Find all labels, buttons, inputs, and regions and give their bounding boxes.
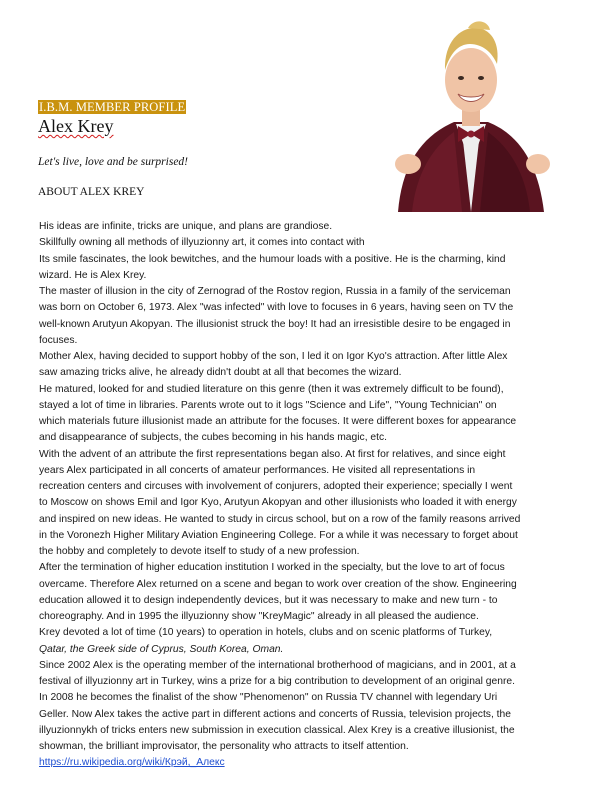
text-line: overcame. Therefore Alex returned on a scene and began to work over creation of the show. Engineering <box>39 578 517 590</box>
text-line: Qatar, the Greek side of Cyprus, South Korea, Oman. <box>39 643 284 655</box>
portrait-photo <box>392 14 550 212</box>
text-line: which materials future illusionist made an attribute for the focuses. It were different boxes for appearance <box>39 416 517 427</box>
text-line: Mother Alex, having decided to support hobby of the son, I led it on Igor Kyo's attraction. After little Alex <box>39 351 508 362</box>
text-line: well-known Arutyun Akopyan. The illusionist struck the boy! It had an irresistible desire to be engaged in <box>39 318 511 330</box>
about-heading: ABOUT ALEX KREY <box>38 186 145 198</box>
text-line: stayed a lot of time in libraries. Parents wrote out to it logs "Science and Life", "Young Technician" on <box>39 399 497 411</box>
text-line: With the advent of an attribute the first representations began also. At first for relatives, and since eight <box>39 448 506 460</box>
text-line: showman, the brilliant improvisator, the personality who attracts to itself attention. <box>39 741 409 752</box>
profile-label: I.B.M. MEMBER PROFILE <box>39 100 186 114</box>
text-line: in the Voronezh Higher Military Aviation Engineering College. For a while it was necessary to forget about <box>39 529 518 541</box>
biography-text <box>39 219 549 772</box>
portrait-photo-icon <box>392 14 550 212</box>
text-line: The master of illusion in the city of Zernograd of the Rostov region, Russia in a family of the serviceman <box>39 286 511 297</box>
text-line: His ideas are infinite, tricks are unique, and plans are grandiose. <box>39 221 333 232</box>
wikipedia-link-line <box>39 755 549 771</box>
text-line: Krey devoted a lot of time (10 years) to operation in hotels, clubs and on scenic platforms of Turkey, <box>39 627 493 639</box>
wikipedia-link[interactable]: https://ru.wikipedia.org/wiki/Крэй,_Алекс <box>39 757 225 769</box>
text-line: After the termination of higher education institution I worked in the specialty, but the love to art of focus <box>39 562 505 574</box>
text-line: and inspired on new ideas. He wanted to study in circus school, but on a row of the family reasons arrived <box>39 513 521 525</box>
text-line: choreography. And in 1995 the illyuzionny show "KreyMagic" already in all pleased the audience. <box>39 611 479 622</box>
text-line: wizard. He is Alex Krey. <box>39 269 147 281</box>
text-line: was born on October 6, 1973. Alex "was infected" with love to focuses in 6 years, having seen on TV the <box>39 302 514 314</box>
text-line: illyuzionnykh of tricks enters new submission in execution classical. Alex Krey is a creative illusionist, the <box>39 724 515 736</box>
text-line: the hobby and completely to devote itself to study of a new profession. <box>39 546 360 557</box>
text-line: and disappearance of subjects, the cubes becoming in his hands magic, etc. <box>39 432 388 444</box>
text-line: years Alex participated in all concerts of amateur performances. He visited all representations in <box>39 464 476 476</box>
text-line: Since 2002 Alex is the operating member of the international brotherhood of magicians, and in 2001, at a <box>39 659 516 671</box>
member-name-text: Alex Krey <box>38 116 114 136</box>
text-line: focuses. <box>39 334 78 346</box>
member-name <box>38 116 113 136</box>
text-line: Skillfully owning all methods of illyuzionny art, it comes into contact with <box>39 237 365 249</box>
text-line: He matured, looked for and studied literature on this genre (then it was extremely difficult to be found), <box>39 383 504 395</box>
text-line: to Moscow on shows Emil and Igor Kyo, Arutyun Akopyan and other illusionists who loaded it with energy <box>39 497 517 509</box>
text-line: festival of illyuzionny art in Turkey, wins a prize for a big contribution to development of an original genre. <box>39 676 516 687</box>
text-line: recreation centers and circuses with involvement of conjurers, adopted their experience; specially I went <box>39 481 513 492</box>
text-line: saw amazing tricks alive, he already didn't doubt at all that becomes the wizard. <box>39 367 402 379</box>
text-line: education allowed it to design independently devices, but it was necessary to make and new turn - to <box>39 594 498 606</box>
text-line: Geller. Now Alex takes the active part in different actions and concerts of Russia, television projects, the <box>39 708 511 720</box>
text-line: Its smile fascinates, the look bewitches, and the humour loads with a positive. He is the charming, kind <box>39 253 506 265</box>
text-line: In 2008 he becomes the finalist of the show "Phenomenon" on Russia TV channel with legendary Uri <box>39 692 498 704</box>
tagline: Let's live, love and be surprised! <box>38 156 189 168</box>
